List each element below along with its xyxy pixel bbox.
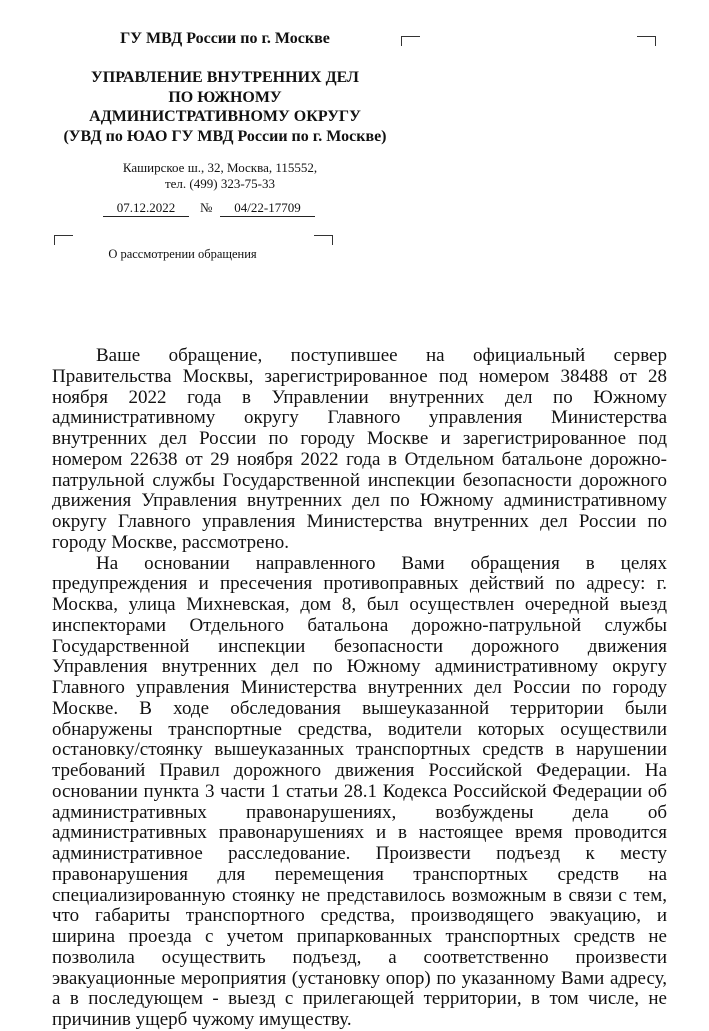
- registration-date: 07.12.2022: [103, 200, 189, 217]
- phone-line: тел. (499) 323-75-33: [164, 175, 275, 191]
- letter-subject: О рассмотрении обращения: [108, 247, 257, 261]
- organization-short-name: ГУ МВД России по г. Москве: [120, 30, 330, 47]
- body-paragraph: Ваше обращение, поступившее на официальный сервер Правительства Москвы, зарегистрированное под номером 38488 от 28 ноября 2022 года в Управлении внутренних дел по Южному административному округу Главного управления Министерства внутренних дел России по городу Москве и зарегистрированное под номером 22638 от 29 ноября 2022 года в Отдельном батальоне дорожно-патрульной службы Государственной инспекции безопасности дорожного движения Управления внутренних дел по Южному административному округу Главного управления Министерства внутренних дел России по городу Москве, рассмотрено.: [52, 345, 667, 553]
- number-sign: №: [200, 200, 213, 215]
- organization-name-line: УПРАВЛЕНИЕ ВНУТРЕННИХ ДЕЛ: [91, 69, 359, 86]
- organization-address: [40, 160, 400, 191]
- addressee-bracket-right: [637, 36, 656, 46]
- body-paragraph: На основании направленного Вами обращения в целях предупреждения и пресечения противоправных действий по адресу: г. Москва, улица Михневская, дом 8, был осуществлен очередной выезд инспекторами Отдельного батальона дорожно-патрульной службы Государственной инспекции безопасности дорожного движения Управления внутренних дел по Южному административному округу Главного управления Министерства внутренних дел России по городу Москве. В ходе обследования вышеуказанной территории были обнаружены транспортные средства, водители которых осуществили остановку/стоянку вышеуказанных транспортных средств в нарушении требований Правил дорожного движения Российской Федерации. На основании пункта 3 части 1 статьи 28.1 Кодекса Российской Федерации об административных правонарушениях, возбуждены дела об административных правонарушениях и в настоящее время проводится административное расследование. Произвести подъезд к месту правонарушения для перемещения транспортных средств на специализированную стоянку не представилось возможным в связи с тем, что габариты транспортного средства, производящего эвакуацию, и ширина проезда с учетом припаркованных транспортных средств не позволила осуществить подъезд, а соответственно произвести эвакуационные мероприятия (установку опор) по указанному Вами адресу, а в последующем - выезд с прилегающей территории, в том числе, не причинив ущерб чужому имуществу.: [52, 552, 667, 1030]
- organization-full-name: [40, 68, 410, 146]
- subject-bracket-right: [314, 235, 333, 245]
- registration-line: [100, 200, 330, 218]
- address-line: Каширское ш., 32, Москва, 115552,: [122, 160, 318, 175]
- letter-body: [52, 346, 667, 1031]
- organization-name-line: АДМИНИСТРАТИВНОМУ ОКРУГУ: [89, 108, 361, 125]
- registration-number: 04/22-17709: [220, 200, 315, 217]
- organization-name-line: (УВД по ЮАО ГУ МВД России по г. Москве): [63, 127, 387, 145]
- subject-bracket-left: [54, 235, 73, 245]
- organization-name-line: ПО ЮЖНОМУ: [168, 88, 282, 106]
- addressee-bracket-left: [401, 36, 420, 46]
